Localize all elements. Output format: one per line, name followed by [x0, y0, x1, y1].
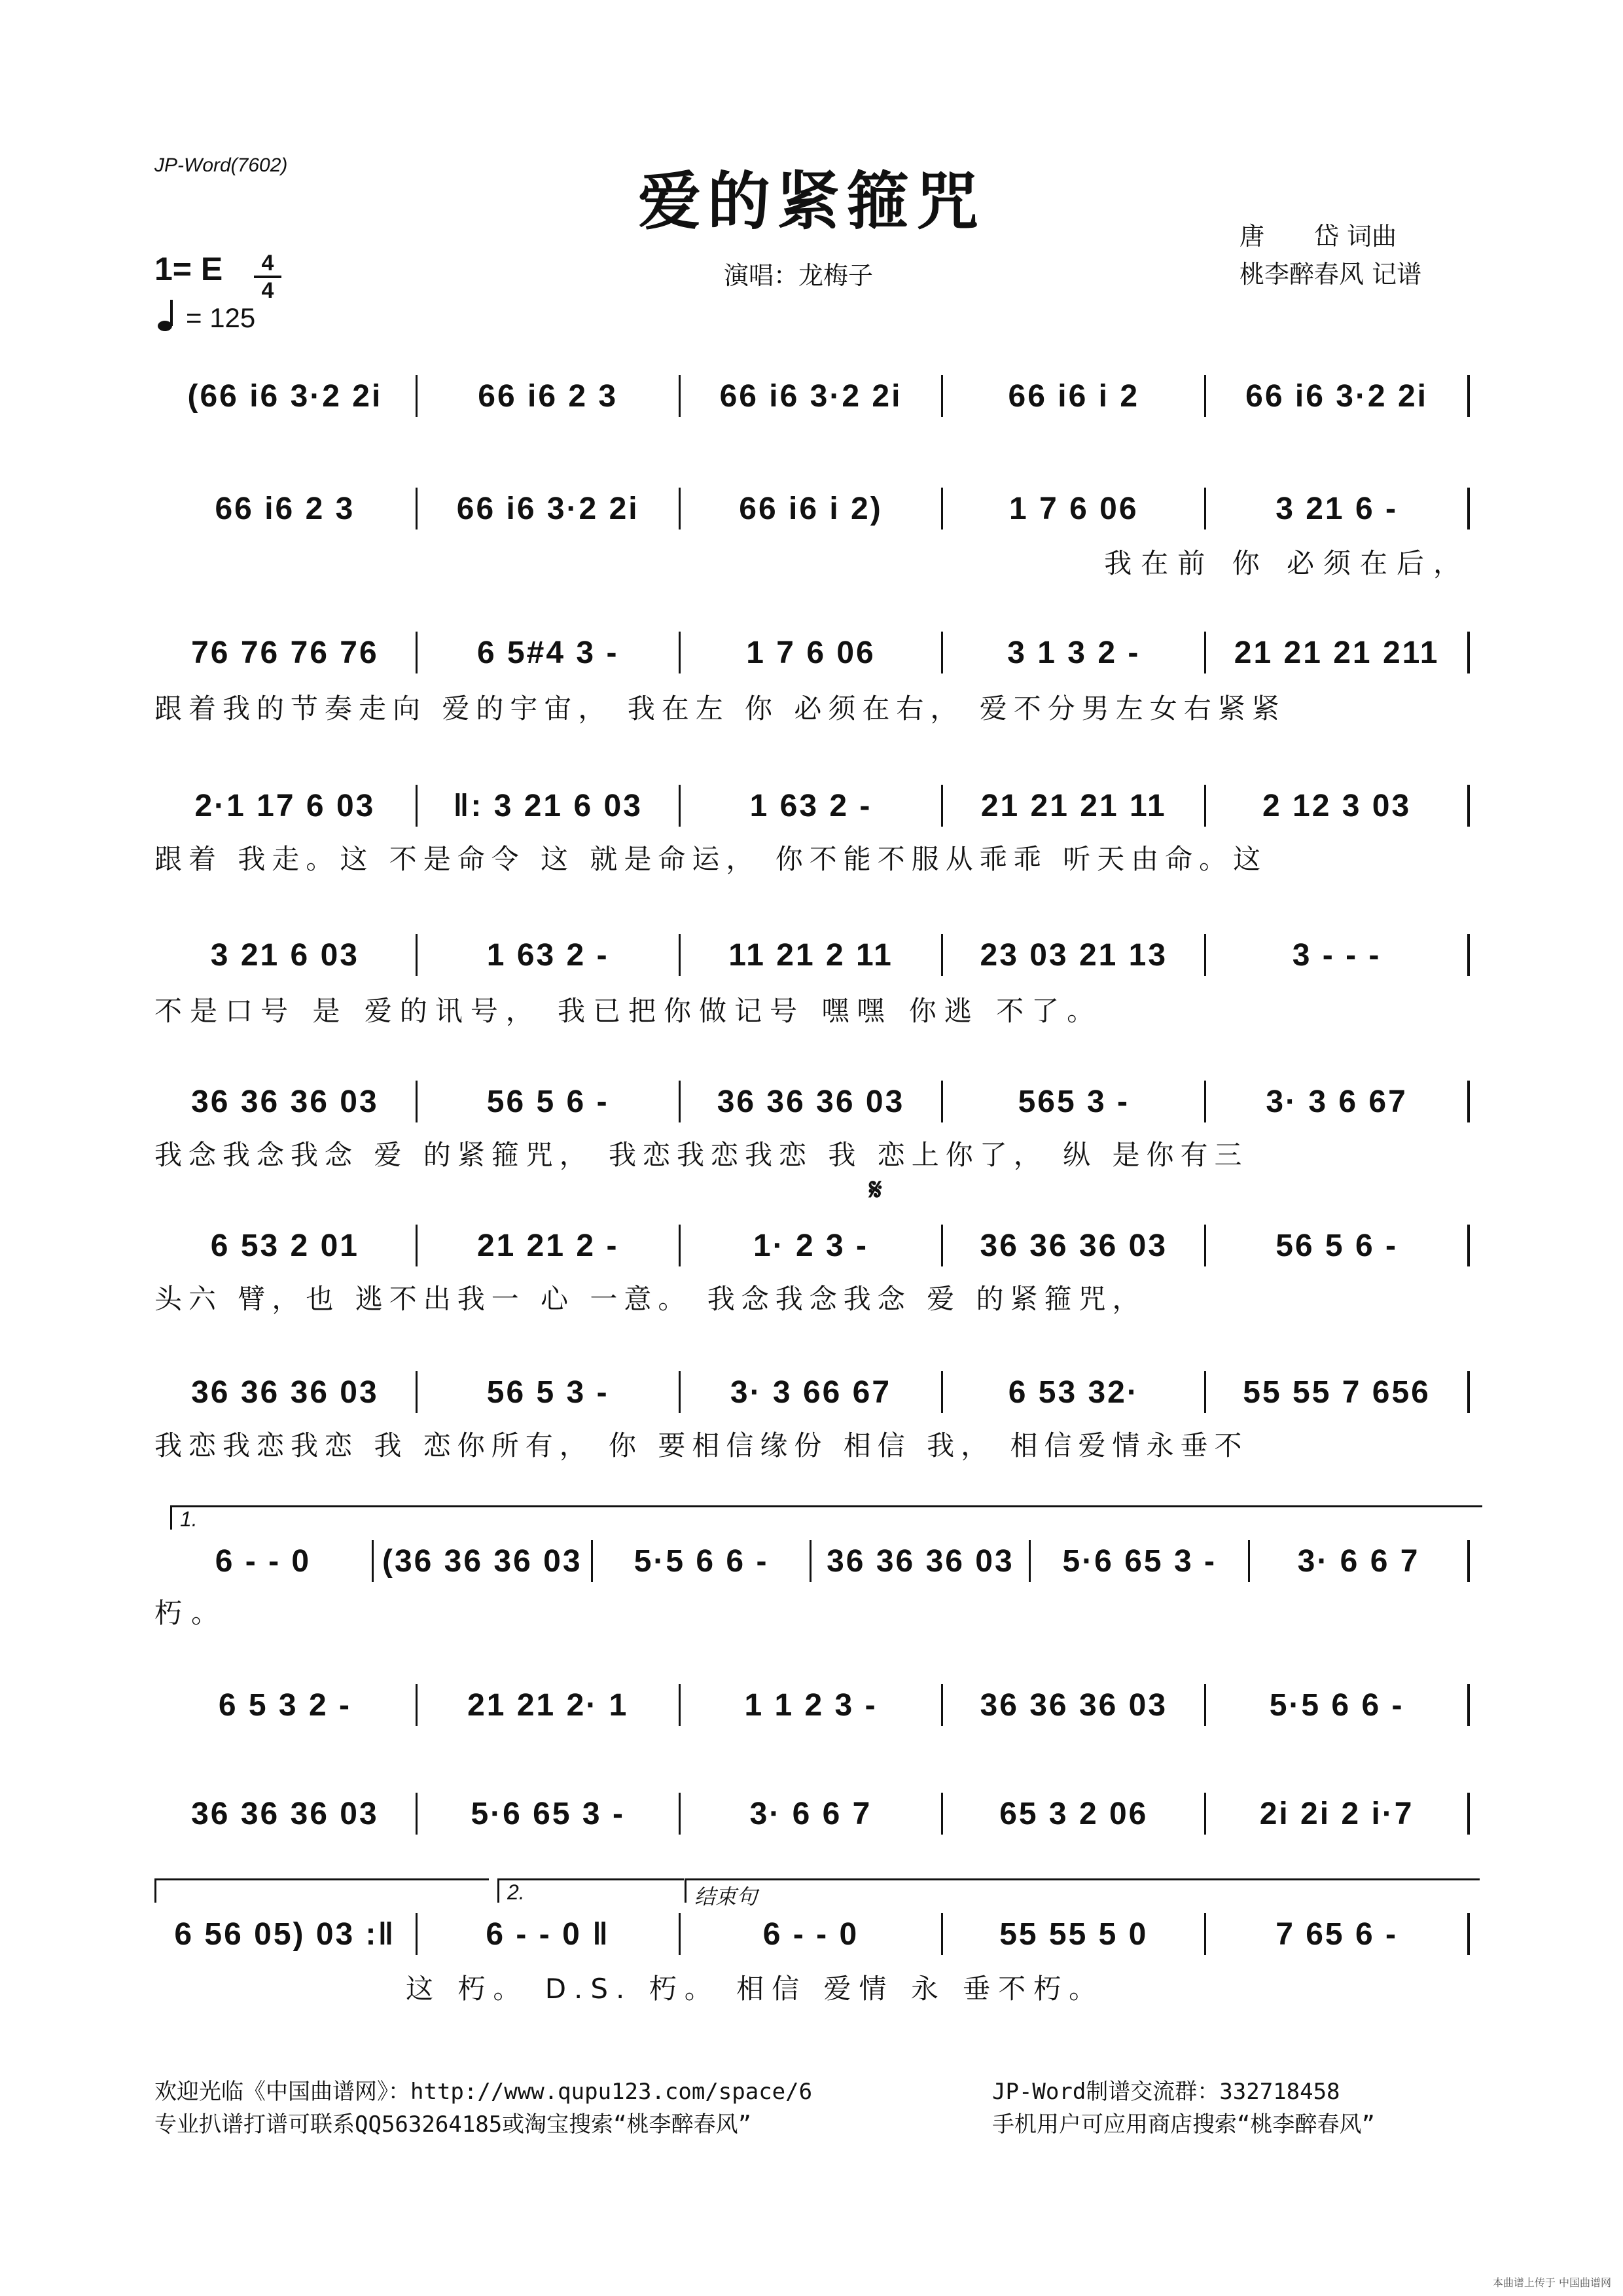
measure: 3· 3 66 67 — [681, 1371, 944, 1413]
page-title: 爱的紧箍咒 — [638, 164, 985, 238]
measure: 65 3 2 06 — [943, 1793, 1206, 1835]
measure: 3 1 3 2 - — [943, 632, 1206, 673]
volta-1-label: 1. — [180, 1507, 198, 1531]
measure: 36 36 36 03 — [154, 1081, 418, 1122]
measure: 56 5 6 - — [418, 1081, 681, 1122]
lyric-line-12: 这 朽。 D.S. 朽。 相信 爱情 永 垂不朽。 — [406, 1973, 1105, 2005]
measure: 36 36 36 03 — [154, 1371, 418, 1413]
measure: 1 7 6 06 — [943, 488, 1206, 529]
measure: 21 21 2 - — [418, 1225, 681, 1266]
volta-1 — [170, 1505, 1482, 1530]
repeat-bracket — [154, 1878, 489, 1903]
measure: 5·6 65 3 - — [1031, 1540, 1250, 1582]
composer-credit: 唐 岱 词曲 — [1240, 222, 1397, 251]
measure: 55 55 5 0 — [943, 1913, 1206, 1955]
measure: (36 36 36 03 — [374, 1540, 593, 1582]
measure: 3 21 6 03 — [154, 934, 418, 976]
measure: 5·6 65 3 - — [418, 1793, 681, 1835]
measure: 6 56 05) 03 :‖ — [154, 1913, 418, 1955]
measure: 66 i6 3·2 2i — [681, 375, 944, 417]
measure: 66 i6 2 3 — [418, 375, 681, 417]
music-line-11 — [154, 1791, 1470, 1837]
music-line-2 — [154, 486, 1470, 531]
music-line-12 — [154, 1911, 1470, 1957]
music-line-3 — [154, 630, 1470, 675]
measure: 1 7 6 06 — [681, 632, 944, 673]
measure: 23 03 21 13 — [943, 934, 1206, 976]
measure: 66 i6 2 3 — [154, 488, 418, 529]
singer-credit: 演唱：龙梅子 — [724, 261, 874, 290]
time-signature — [254, 251, 281, 302]
measure: 21 21 2· 1 — [418, 1684, 681, 1726]
measure: 21 21 21 11 — [943, 785, 1206, 827]
segno-icon: 𝄋 — [869, 1172, 882, 1207]
measure: 6 - - 0 ‖ — [418, 1913, 681, 1955]
measure: 3· 6 6 7 — [681, 1793, 944, 1835]
measure: 55 55 7 656 — [1206, 1371, 1470, 1413]
ending-bracket — [685, 1878, 1480, 1909]
measure: 1 63 2 - — [418, 934, 681, 976]
measure: 56 5 6 - — [1206, 1225, 1470, 1266]
measure: 36 36 36 03 — [943, 1225, 1206, 1266]
tempo-marking: = 125 — [186, 302, 256, 333]
measure: 565 3 - — [943, 1081, 1206, 1122]
corner-watermark: 本曲谱上传于 中国曲谱网 — [1492, 2276, 1611, 2289]
measure: 3 - - - — [1206, 934, 1470, 976]
measure: 6 53 32· — [943, 1371, 1206, 1413]
measure: 36 36 36 03 — [943, 1684, 1206, 1726]
music-line-5 — [154, 932, 1470, 978]
measure: 6 - - 0 — [154, 1540, 374, 1582]
lyric-line-9: 朽。 — [154, 1597, 228, 1629]
measure: 6 5#4 3 - — [418, 632, 681, 673]
measure: 5·5 6 6 - — [1206, 1684, 1470, 1726]
measure: 76 76 76 76 — [154, 632, 418, 673]
lyric-line-7: 头六 臂，也 逃不出我一 心 一意。 我念我念我念 爱 的紧箍咒， — [154, 1283, 1147, 1315]
key-signature: 1= E — [154, 251, 223, 287]
lyric-line-4: 跟着 我走。这 不是命令 这 就是命运， 你不能不服从乖乖 听天由命。这 — [154, 843, 1268, 875]
measure: 1 63 2 - — [681, 785, 944, 827]
music-line-8 — [154, 1369, 1470, 1415]
measure: 36 36 36 03 — [681, 1081, 944, 1122]
measure: 6 5 3 2 - — [154, 1684, 418, 1726]
measure: ‖: 3 21 6 03 — [418, 785, 681, 827]
measure: 5·5 6 6 - — [593, 1540, 812, 1582]
lyric-line-2: 我在前 你 必须在后， — [1104, 547, 1470, 579]
lyric-line-5: 不是口号 是 爱的讯号， 我已把你做记号 嘿嘿 你逃 不了。 — [154, 995, 1103, 1027]
measure: 36 36 36 03 — [154, 1793, 418, 1835]
volta-2 — [497, 1878, 684, 1903]
transcriber-credit: 桃李醉春风 记谱 — [1240, 260, 1422, 289]
volta-2-label: 2. — [507, 1880, 525, 1904]
measure: 56 5 3 - — [418, 1371, 681, 1413]
measure: 36 36 36 03 — [812, 1540, 1031, 1582]
footer-app-search: 手机用户可应用商店搜索“桃李醉春风” — [992, 2111, 1375, 2138]
music-line-10 — [154, 1682, 1470, 1728]
measure: 1 1 2 3 - — [681, 1684, 944, 1726]
music-line-7 — [154, 1223, 1470, 1268]
time-signature-top: 4 — [261, 251, 274, 276]
music-line-9 — [154, 1538, 1470, 1584]
music-line-1 — [154, 373, 1470, 419]
measure: 21 21 21 211 — [1206, 632, 1470, 673]
lyric-line-8: 我恋我恋我恋 我 恋你所有， 你 要相信缘份 相信 我， 相信爱情永垂不 — [154, 1429, 1249, 1462]
ending-label: 结束句 — [694, 1885, 758, 1909]
music-line-4 — [154, 783, 1470, 829]
time-signature-bottom: 4 — [261, 278, 274, 303]
lyric-line-6: 我念我念我念 爱 的紧箍咒， 我恋我恋我恋 我 恋上你了， 纵 是你有三 — [154, 1139, 1249, 1171]
measure: 66 i6 3·2 2i — [418, 488, 681, 529]
measure: 2·1 17 6 03 — [154, 785, 418, 827]
measure: 7 65 6 - — [1206, 1913, 1470, 1955]
measure: 66 i6 i 2 — [943, 375, 1206, 417]
measure: 3· 6 6 7 — [1250, 1540, 1470, 1582]
measure: 66 i6 i 2) — [681, 488, 944, 529]
quarter-note-icon — [157, 298, 179, 332]
footer-group: JP-Word制谱交流群：332718458 — [992, 2079, 1340, 2105]
measure: 2i 2i 2 i·7 — [1206, 1793, 1470, 1835]
measure: 1· 2 3 - — [681, 1225, 944, 1266]
measure: 6 53 2 01 — [154, 1225, 418, 1266]
footer-contact: 专业扒谱打谱可联系QQ563264185或淘宝搜索“桃李醉春风” — [154, 2111, 752, 2138]
measure: 66 i6 3·2 2i — [1206, 375, 1470, 417]
measure: 2 12 3 03 — [1206, 785, 1470, 827]
lyric-line-3: 跟着我的节奏走向 爱的宇宙， 我在左 你 必须在右， 爱不分男左女右紧紧 — [154, 692, 1286, 725]
measure: 3· 3 6 67 — [1206, 1081, 1470, 1122]
source-label: JP-Word(7602) — [154, 154, 288, 176]
measure: 11 21 2 11 — [681, 934, 944, 976]
measure: 6 - - 0 — [681, 1913, 944, 1955]
music-line-6 — [154, 1079, 1470, 1124]
measure: (66 i6 3·2 2i — [154, 375, 418, 417]
footer-website: 欢迎光临《中国曲谱网》：http://www.qupu123.com/space/6 — [154, 2079, 813, 2105]
measure: 3 21 6 - — [1206, 488, 1470, 529]
